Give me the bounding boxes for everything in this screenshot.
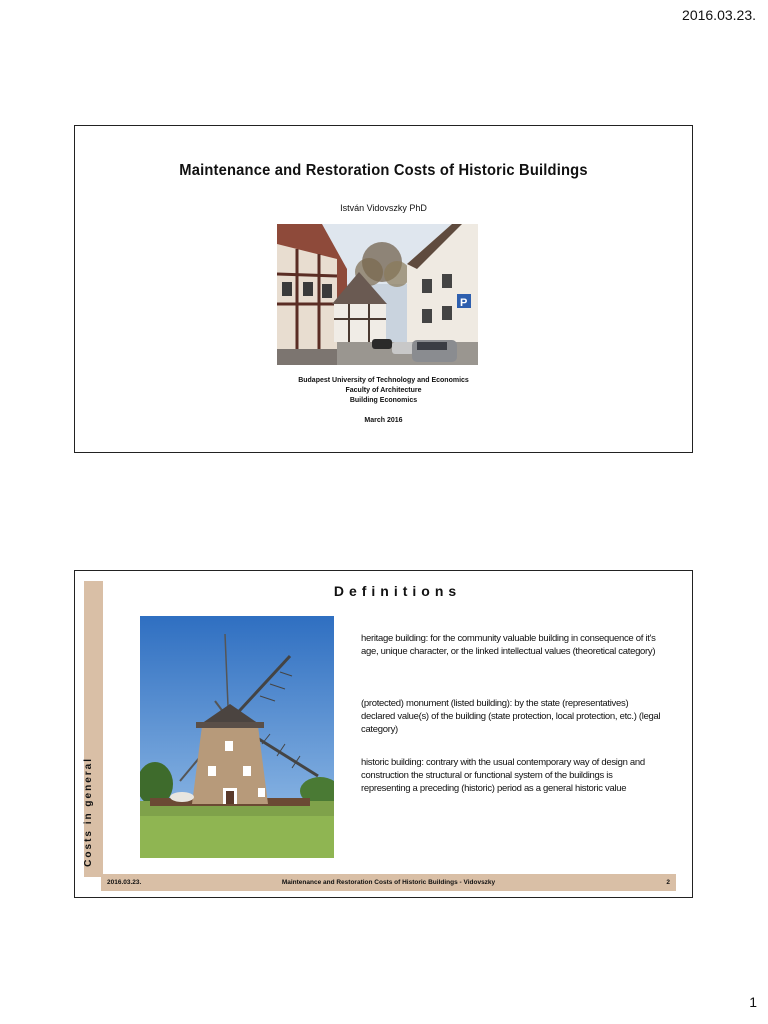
footer-slide-number: 2 [666,879,670,886]
footer-date: 2016.03.23. [107,879,142,886]
institution-block [75,376,692,406]
slide-footer [101,874,676,891]
section-sidebar-label: Costs in general [83,757,94,867]
page-number: 1 [749,994,757,1010]
footer-title: Maintenance and Restoration Costs of Historic Buildings - Vidovszky [281,879,496,886]
slide-heading: Definitions [333,583,462,599]
section-sidebar [84,581,103,877]
definition-protected-monument: (protected) monument (listed building): by the state (representatives) declared value(s) of the building (state protection, local protection, etc.) (legal category) [361,698,661,735]
institution-line: Budapest University of Technology and Economics [298,377,469,384]
presentation-date: March 2016 [364,417,403,424]
definition-heritage-building: heritage building: for the community valuable building in consequence of it's age, unique character, or the linked intellectual values (theoretical category) [361,633,656,657]
slide-definitions [74,570,693,898]
windmill-photo [140,616,334,858]
institution-line: Faculty of Architecture [345,387,422,394]
definition-historic-building: historic building: contrary with the usual contemporary way of design and construction the structural or functional system of the buildings is representing a preceding (historic) period as a general historic value [361,757,645,794]
page-date: 2016.03.23. [682,7,756,23]
author-name: István Vidovszky PhD [340,203,427,213]
institution-line: Building Economics [349,397,418,404]
svg-text:P: P [460,297,468,309]
slide-title-heading: Maintenance and Restoration Costs of Historic Buildings [179,162,588,179]
street-photo [277,224,478,365]
slide-title [74,125,693,453]
